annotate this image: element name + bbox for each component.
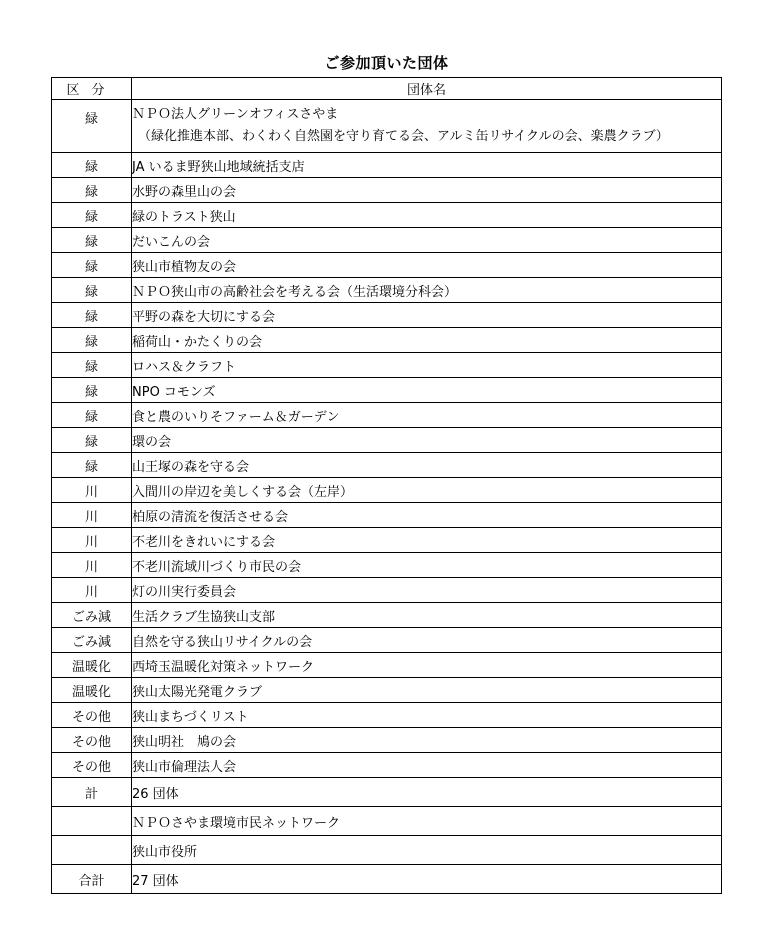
row-organization-name: ＮＰＯさやま環境市民ネットワーク: [132, 807, 722, 836]
row-organization-name: 狭山市植物友の会: [132, 253, 722, 278]
row-category: その他: [52, 703, 132, 728]
table-row: [52, 253, 722, 278]
row-organization-name: 不老川流域川づくり市民の会: [132, 553, 722, 578]
row-category: 温暖化: [52, 653, 132, 678]
row-category: 緑: [52, 228, 132, 253]
row-organization-name: 狭山市役所: [132, 836, 722, 865]
table-row: [52, 578, 722, 603]
row-organization-name: [132, 100, 722, 153]
row-organization-name: 平野の森を大切にする会: [132, 303, 722, 328]
row-category: 緑: [52, 253, 132, 278]
row-category: 川: [52, 578, 132, 603]
row-organization-name: 狭山太陽光発電クラブ: [132, 678, 722, 703]
row-organization-name: だいこんの会: [132, 228, 722, 253]
row-organization-name: ＮＰＯ狭山市の高齢社会を考える会（生活環境分科会）: [132, 278, 722, 303]
row-category: 緑: [52, 378, 132, 403]
subtotal-row: [52, 778, 722, 807]
row-category: 緑: [52, 153, 132, 178]
row-category: [52, 807, 132, 836]
table-row: [52, 153, 722, 178]
row-organization-name: 入間川の岸辺を美しくする会（左岸）: [132, 478, 722, 503]
row-organization-name: 山王塚の森を守る会: [132, 453, 722, 478]
table-row: [52, 228, 722, 253]
total-row: [52, 865, 722, 894]
row-organization-name: 水野の森里山の会: [132, 178, 722, 203]
row-category: 計: [52, 778, 132, 807]
row-organization-name: 柏原の清流を復活させる会: [132, 503, 722, 528]
row-organization-name: 狭山まちづくリスト: [132, 703, 722, 728]
row-category: 川: [52, 503, 132, 528]
row-category: 緑: [52, 403, 132, 428]
organization-note: （緑化推進本部、わくわく自然園を守り育てる会、アルミ缶リサイクルの会、楽農クラブ）: [138, 129, 669, 144]
row-organization-name: 灯の川実行委員会: [132, 578, 722, 603]
row-category: 緑: [52, 178, 132, 203]
row-organization-name: 不老川をきれいにする会: [132, 528, 722, 553]
table-row: [52, 678, 722, 703]
table-row: [52, 753, 722, 778]
row-category: 川: [52, 528, 132, 553]
row-organization-name: ロハス＆クラフト: [132, 353, 722, 378]
row-category: 緑: [52, 353, 132, 378]
row-organization-name: 食と農のいりそファーム＆ガーデン: [132, 403, 722, 428]
table-row: [52, 628, 722, 653]
row-category: その他: [52, 753, 132, 778]
row-category: 緑: [52, 328, 132, 353]
table-row: [52, 378, 722, 403]
organizations-table: [51, 77, 722, 894]
row-category: ごみ減: [52, 628, 132, 653]
row-category: 緑: [52, 100, 132, 153]
row-organization-name: 狭山市倫理法人会: [132, 753, 722, 778]
table-row: [52, 453, 722, 478]
row-organization-name: 稲荷山・かたくりの会: [132, 328, 722, 353]
row-organization-name: 26 団体: [132, 778, 722, 807]
table-row: [52, 703, 722, 728]
table-row: [52, 328, 722, 353]
table-row: [52, 303, 722, 328]
extra-row: [52, 807, 722, 836]
row-category: 緑: [52, 303, 132, 328]
column-header-category: 区分: [52, 78, 132, 100]
table-row: [52, 353, 722, 378]
table-row: [52, 278, 722, 303]
table-row: [52, 728, 722, 753]
row-organization-name: 狭山明社 鳩の会: [132, 728, 722, 753]
table-row: [52, 428, 722, 453]
row-category: [52, 836, 132, 865]
table-row: [52, 528, 722, 553]
table-row: [52, 403, 722, 428]
row-category: 緑: [52, 278, 132, 303]
table-body: [52, 100, 722, 894]
extra-row: [52, 836, 722, 865]
row-category: 緑: [52, 203, 132, 228]
row-category: 川: [52, 553, 132, 578]
table-row: [52, 100, 722, 153]
row-organization-name: 緑のトラスト狭山: [132, 203, 722, 228]
row-category: ごみ減: [52, 603, 132, 628]
row-category: 緑: [52, 428, 132, 453]
row-organization-name: 生活クラブ生協狭山支部: [132, 603, 722, 628]
table-row: [52, 478, 722, 503]
table-row: [52, 203, 722, 228]
row-organization-name: 自然を守る狭山リサイクルの会: [132, 628, 722, 653]
row-category: 合計: [52, 865, 132, 894]
row-organization-name: NPO コモンズ: [132, 378, 722, 403]
row-organization-name: 27 団体: [132, 865, 722, 894]
table-row: [52, 603, 722, 628]
row-category: 温暖化: [52, 678, 132, 703]
table-row: [52, 553, 722, 578]
row-organization-name: 環の会: [132, 428, 722, 453]
page-title: ご参加頂いた団体: [324, 54, 449, 72]
table-row: [52, 178, 722, 203]
row-organization-name: 西埼玉温暖化対策ネットワーク: [132, 653, 722, 678]
table-row: [52, 503, 722, 528]
row-category: 川: [52, 478, 132, 503]
column-header-name: 団体名: [132, 78, 722, 100]
table-row: [52, 653, 722, 678]
row-category: 緑: [52, 453, 132, 478]
row-organization-name: JA いるま野狭山地域統括支店: [132, 153, 722, 178]
row-category: その他: [52, 728, 132, 753]
organization-name: ＮＰＯ法人グリーンオフィスさやま: [132, 107, 339, 122]
table-header-row: [52, 78, 722, 100]
